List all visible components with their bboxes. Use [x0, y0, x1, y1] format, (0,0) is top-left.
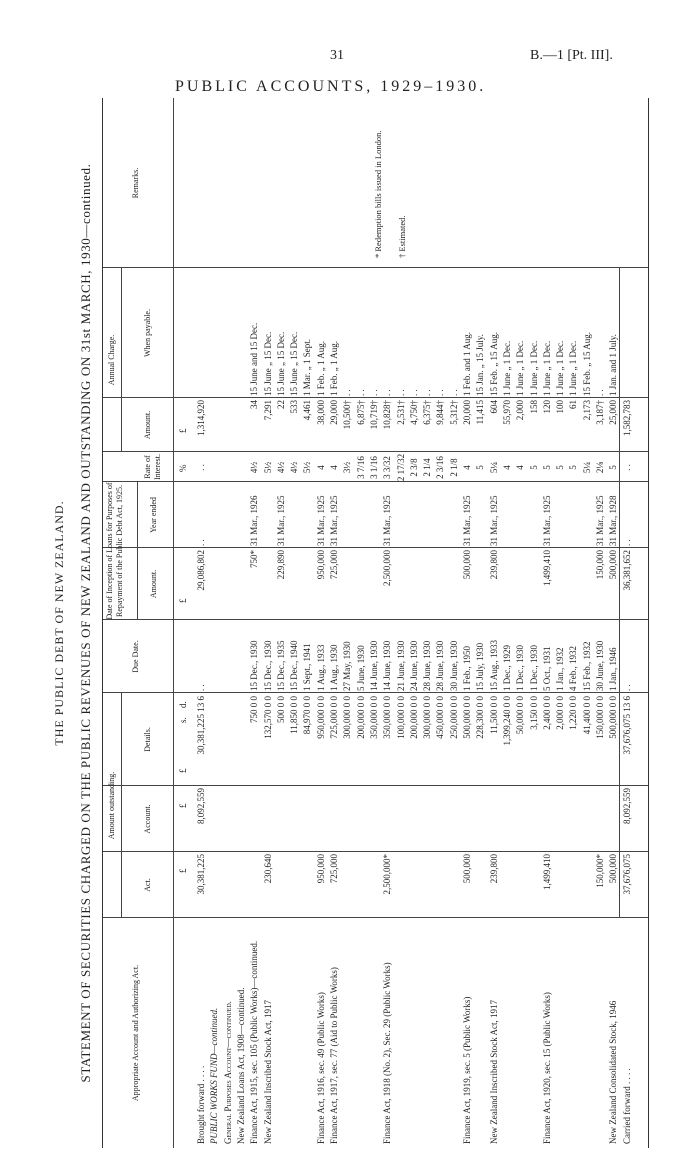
cell-inc-amount: 36,381,652 [621, 550, 632, 591]
table-row [461, 98, 473, 1148]
cell-due: 15 Dec., 1935 [275, 640, 286, 691]
cell-year: 31 Mar., 1925 [541, 495, 552, 546]
cell-annual: 158 [528, 400, 539, 414]
cell-when: . . [422, 389, 433, 396]
cell-due: 15 July, 1930 [475, 642, 486, 691]
cell-due: 21 June, 1930 [395, 640, 406, 691]
cell-annual: 10,828† [382, 400, 393, 430]
header-remarks: Remarks. [131, 167, 140, 199]
cell-annual: 6,875† [355, 400, 366, 425]
cell-rate: 5 [608, 465, 619, 470]
cell-account: Finance Act, 1915, sec. 105 (Public Works)—continued. [249, 940, 260, 1144]
cell-when: 15 Feb. „ 15 Aug. [581, 332, 592, 396]
table-row [235, 98, 247, 1148]
cell-details: 41,400 0 0 [581, 696, 592, 735]
cell-when: 15 June „ 15 Dec. [289, 331, 300, 396]
cell-when: . . [382, 389, 393, 396]
cell-rate: 4 [462, 465, 472, 470]
cell-inc-amount: 950,000 [315, 550, 326, 580]
cell-inc-amount: 1,499,410 [541, 550, 552, 586]
cell-act: 230,640 [262, 854, 273, 884]
cell-when: 15 June „ 15 Dec. [275, 331, 286, 396]
cell-annual: 2,173 [581, 400, 592, 421]
cell-rate: 5 [541, 465, 552, 470]
remark-2: † Estimated. [397, 215, 407, 258]
cell-details: 300,000 0 0 [422, 696, 433, 739]
header-act: Act. [143, 878, 152, 892]
cell-due: 1 Dec., 1930 [528, 645, 539, 691]
cell-annual: 55,970 [501, 400, 512, 425]
cell-act: 37,676,075 [621, 854, 632, 895]
cell-due: 1 Aug., 1933 [315, 644, 326, 691]
cell-when: 1 June „ 1 Dec. [555, 340, 566, 396]
table-row [301, 98, 313, 1148]
cell-annual: 22 [275, 400, 286, 409]
cell-account: General Purposes Account—continued. [222, 1001, 233, 1144]
cell-when: 1 Feb. and 1 Aug. [462, 332, 472, 396]
cell-year: 31 Mar., 1925 [382, 495, 393, 546]
remark-1: * Redemption bills issued in London. [373, 130, 383, 258]
cell-rate: 5 [475, 465, 486, 470]
cell-annual: 3,187† [595, 400, 605, 425]
unit-s: s. [178, 717, 188, 723]
cell-rate: 2 3/8 [408, 458, 419, 477]
cell-account: Finance Act, 1916, sec. 49 (Public Works) [315, 992, 326, 1144]
cell-rate: 4½ [249, 461, 260, 474]
header-annual: Annual Charge. [107, 334, 116, 386]
cell-annual: 100 [555, 400, 566, 414]
cell-due: 1 Jan., 1946 [608, 647, 619, 691]
unit-d: d. [178, 701, 188, 708]
cell-when: . . [448, 389, 459, 396]
cell-annual: 7,291 [262, 400, 273, 421]
cell-account: Finance Act, 1920, sec. 15 (Public Works) [541, 992, 552, 1144]
cell-acct: 8,092,559 [621, 788, 632, 824]
cell-annual: 4,750† [408, 400, 419, 425]
cell-when: . . [435, 389, 446, 396]
cell-rate: 2 17/32 [395, 453, 406, 482]
cell-annual: 61 [568, 400, 579, 409]
cell-inc-amount: 500,000 [608, 550, 619, 580]
cell-rate: 2 1/4 [422, 458, 433, 477]
cell-details: 950,000 0 0 [315, 696, 326, 739]
cell-details: 150,000 0 0 [595, 696, 605, 739]
cell-when: 15 Feb. „ 15 Aug. [488, 332, 499, 396]
total-rule [619, 268, 620, 918]
rotated-table-region [52, 98, 652, 1148]
table-row [381, 98, 393, 1148]
table-row [621, 98, 633, 1148]
cell-details: 132,570 0 0 [262, 696, 273, 739]
table-row [501, 98, 513, 1148]
cell-inc-amount: 29,086,802 [196, 550, 206, 591]
debt-table [102, 98, 649, 1148]
cell-rate: 5½ [302, 461, 313, 474]
cell-inc-amount: 500,000 [462, 550, 472, 580]
cell-annual: 11,415 [475, 400, 486, 425]
cell-annual: 604 [488, 400, 499, 414]
cell-annual: 25,000 [608, 400, 619, 425]
cell-due: 28 June, 1930 [422, 640, 433, 691]
table-row [554, 98, 566, 1148]
cell-due: 1 Dec., 1929 [501, 645, 512, 691]
cell-due: 15 Dec., 1930 [262, 640, 273, 691]
table-row [288, 98, 300, 1148]
header-due: Due Date. [131, 640, 140, 673]
cell-rate: 3½ [342, 461, 353, 474]
cell-details: 750 0 0 [249, 696, 260, 723]
cell-details: 500,000 0 0 [608, 696, 619, 739]
cell-details: 200,000 0 0 [355, 696, 366, 739]
cell-details: 250,000 0 0 [448, 696, 459, 739]
table-row [434, 98, 446, 1148]
cell-year: 31 Mar., 1928 [608, 495, 619, 546]
cell-rate: 3 3/32 [382, 456, 393, 479]
cell-annual: 20,000 [462, 400, 472, 425]
cell-when: 1 June „ 1 Dec. [501, 340, 512, 396]
cell-due: . . [621, 684, 632, 691]
header-inc-amount: Amount. [149, 569, 158, 599]
cell-due: 1 Dec., 1930 [515, 645, 526, 691]
cell-year: 31 Mar., 1925 [329, 495, 339, 546]
header-when: When payable. [143, 309, 152, 357]
cell-due: 15 Feb., 1932 [581, 641, 592, 691]
units-row [177, 98, 189, 1148]
cell-when: 1 June „ 1 Dec. [568, 340, 579, 396]
cell-details: 500 0 0 [275, 696, 286, 723]
cell-inc-amount: 150,000 [595, 550, 605, 580]
table-row [275, 98, 287, 1148]
cell-details: 11,850 0 0 [289, 696, 300, 734]
cell-when: 15 June „ 15 Dec. [262, 331, 273, 396]
cell-rate: 5 [528, 465, 539, 470]
cell-inc-amount: 239,800 [488, 550, 499, 580]
cell-when: . . [408, 389, 419, 396]
cell-act: 950,000 [315, 854, 326, 884]
cell-act: 725,000 [329, 854, 339, 884]
cell-when: . . [355, 389, 366, 396]
cell-account: Brought forward . . . . [196, 1065, 206, 1144]
cell-due: 14 June, 1930 [368, 640, 379, 691]
header-rule [137, 482, 138, 620]
cell-when: 1 June „ 1 Dec. [541, 340, 552, 396]
cell-rate: 5½ [262, 461, 273, 474]
cell-rate: 3 1/16 [368, 456, 379, 479]
header-acct: Account. [143, 804, 152, 834]
cell-annual: 38,000 [315, 400, 326, 425]
cell-annual: 2,000 [515, 400, 526, 421]
cell-details: 725,000 0 0 [329, 696, 339, 739]
cell-act: 30,381,225 [196, 854, 206, 895]
cell-rate: 4½ [289, 461, 300, 474]
unit-rate: % [178, 464, 188, 472]
header-inception: Date of Inception of Loans for Purposes of Repayment of the Public Debt Act, 1925. [105, 482, 124, 620]
cell-annual: 6,375† [422, 400, 433, 425]
cell-inc-amount: 725,000 [329, 550, 339, 580]
cell-annual: 1,582,783 [621, 400, 632, 436]
cell-rate: 5¼ [581, 461, 592, 474]
cell-account: New Zealand Inscribed Stock Act, 1917 [262, 1000, 273, 1144]
cell-year: . . [621, 539, 632, 546]
table-row [594, 98, 606, 1148]
cell-details: 500,000 0 0 [462, 696, 472, 739]
cell-when: 1 Feb. „ 1 Aug. [315, 341, 326, 396]
cell-details: 2,400 0 0 [541, 696, 552, 730]
cell-due: 28 June, 1930 [435, 640, 446, 691]
table-row [341, 98, 353, 1148]
cell-rate: 5 [568, 465, 579, 470]
cell-when: . . [595, 389, 605, 396]
cell-annual: 10,719† [368, 400, 379, 430]
table-subtitle: STATEMENT OF SECURITIES CHARGED ON THE PUBLIC REVENUES OF NEW ZEALAND AND OUTSTANDING ON 31st MARCH, 1930—continued. [78, 163, 93, 1083]
cell-act: 239,800 [488, 854, 499, 884]
table-row [421, 98, 433, 1148]
cell-details: 228,300 0 0 [475, 696, 486, 739]
table-row [581, 98, 593, 1148]
cell-due: 24 June, 1930 [408, 640, 419, 691]
table-row [567, 98, 579, 1148]
cell-due: 5 June, 1930 [355, 645, 366, 691]
header-ann-amount: Amount. [143, 410, 152, 440]
table-title: THE PUBLIC DEBT OF NEW ZEALAND. [52, 500, 66, 746]
cell-annual: 1,314,920 [196, 400, 206, 436]
cell-account: Finance Act, 1918 (No. 2), Sec. 29 (Public Works) [382, 962, 393, 1144]
cell-year: 31 Mar., 1925 [595, 495, 605, 546]
header-details: Details. [143, 727, 152, 752]
cell-rate: 4 [315, 465, 326, 470]
cell-due: 1 Feb., 1950 [462, 646, 472, 691]
cell-annual: 2,531† [395, 400, 406, 425]
cell-act: 150,000* [595, 854, 605, 888]
unit-inc: £ [178, 598, 188, 603]
cell-rate: 2 1/8 [448, 458, 459, 477]
cell-account: Carried forward . . . . [621, 1068, 632, 1144]
cell-due: 27 May, 1930 [342, 641, 353, 691]
cell-when: 15 June and 15 Dec. [249, 322, 260, 396]
table-row [395, 98, 407, 1148]
cell-act: 500,000 [462, 854, 472, 884]
cell-details: 11,500 0 0 [488, 696, 499, 734]
cell-act: 500,000 [608, 854, 619, 884]
table-row [248, 98, 260, 1148]
unit-account: £ [178, 803, 188, 808]
cell-when: 1 Jan. and 1 July. [608, 334, 619, 396]
header-rule [173, 98, 174, 1148]
table-row [474, 98, 486, 1148]
cell-details: 450,000 0 0 [435, 696, 446, 739]
cell-year: 31 Mar., 1926 [249, 495, 260, 546]
table-row [607, 98, 619, 1148]
header-rate: Rate of Interest. [143, 454, 162, 480]
cell-details: 1,220 0 0 [568, 696, 579, 730]
header-outstanding: Amount outstanding. [107, 771, 116, 840]
cell-due: 4 Feb., 1932 [568, 646, 579, 691]
table-row [488, 98, 500, 1148]
cell-account: PUBLIC WORKS FUND—continued. [209, 1007, 220, 1144]
cell-details: 3,150 0 0 [528, 696, 539, 730]
cell-rate: 4 [515, 465, 526, 470]
cell-due: 15 Dec., 1940 [289, 640, 300, 691]
cell-account: New Zealand Loans Act, 1908—continued. [235, 987, 246, 1144]
cell-details: 350,000 0 0 [368, 696, 379, 739]
cell-rate: 2⅛ [595, 461, 605, 474]
cell-account: Finance Act, 1919, sec. 5 (Public Works) [462, 996, 472, 1144]
cell-when: . . [395, 389, 406, 396]
cell-details: 2,000 0 0 [555, 696, 566, 730]
header-account: Appropriate Account and Authorizing Act. [131, 964, 140, 1102]
cell-year: . . [196, 539, 206, 546]
cell-account: New Zealand Inscribed Stock Act, 1917 [488, 1000, 499, 1144]
cell-rate: 4 [501, 465, 512, 470]
table-row [315, 98, 327, 1148]
cell-due: 1 Aug., 1930 [329, 644, 339, 691]
table-row [355, 98, 367, 1148]
cell-due: 15 Aug., 1933 [488, 639, 499, 691]
cell-rate: 3 7/16 [355, 456, 366, 479]
cell-rate: 5 [555, 465, 566, 470]
cell-annual: 4,461 [302, 400, 313, 421]
cell-when: . . [342, 389, 353, 396]
cell-account: New Zealand Consolidated Stock, 1946 [608, 1000, 619, 1144]
cell-account: Finance Act, 1917, sec. 77 (Aid to Public Works) [329, 967, 339, 1144]
cell-due: 30 June, 1930 [448, 640, 459, 691]
cell-due: 15 Dec., 1930 [249, 640, 260, 691]
table-row [408, 98, 420, 1148]
table-row [514, 98, 526, 1148]
cell-details: 1,399,240 0 0 [501, 696, 512, 746]
cell-details: 50,000 0 0 [515, 696, 526, 735]
cell-rate: . . [621, 464, 632, 471]
table-row [328, 98, 340, 1148]
cell-annual: 533 [289, 400, 300, 414]
page-title: PUBLIC ACCOUNTS, 1929–1930. [175, 78, 487, 95]
cell-when: . . [368, 389, 379, 396]
cell-details: 30,381,225 13 6 [196, 696, 206, 755]
table-row [448, 98, 460, 1148]
table-row [541, 98, 553, 1148]
cell-details: 100,000 0 0 [395, 696, 406, 739]
unit-act: £ [178, 868, 188, 873]
table-row [208, 98, 220, 1148]
header-year-ended: Year ended [149, 497, 158, 533]
cell-details: 200,000 0 0 [408, 696, 419, 739]
table-row [222, 98, 234, 1148]
cell-due: . . [196, 684, 206, 691]
unit-details: £ [178, 768, 188, 773]
cell-acct: 8,092,559 [196, 788, 206, 824]
cell-year: 31 Mar., 1925 [275, 495, 286, 546]
cell-rate: 4½ [275, 461, 286, 474]
cell-due: 5 Oct., 1931 [541, 646, 552, 691]
cell-year: 31 Mar., 1925 [315, 495, 326, 546]
table-row [368, 98, 380, 1148]
table-row [528, 98, 540, 1148]
cell-due: 1 Sept., 1941 [302, 643, 313, 691]
cell-act: 1,499,410 [541, 854, 552, 890]
cell-inc-amount: 750* [249, 550, 260, 568]
cell-details: 84,970 0 0 [302, 696, 313, 735]
cell-year: 31 Mar., 1925 [462, 495, 472, 546]
page-number: 31 [330, 48, 344, 63]
cell-details: 37,676,075 13 6 [621, 696, 632, 755]
header-rule [121, 693, 122, 918]
cell-details: 300,000 0 0 [342, 696, 353, 739]
cell-annual: 10,500† [342, 400, 353, 430]
cell-rate: 4 [329, 465, 339, 470]
cell-when: 1 Feb. „ 1 Aug. [329, 341, 339, 396]
cell-inc-amount: 2,500,000 [382, 550, 393, 586]
document-reference: B.—1 [Pt. III]. [530, 48, 613, 63]
header-rule [121, 268, 122, 452]
unit-annual: £ [178, 428, 188, 433]
cell-annual: 120 [541, 400, 552, 414]
cell-rate: . . [196, 464, 206, 471]
cell-rate: 5¼ [488, 461, 499, 474]
cell-due: 14 June, 1930 [382, 640, 393, 691]
cell-year: 31 Mar., 1925 [488, 495, 499, 546]
cell-when: 1 June „ 1 Dec. [515, 340, 526, 396]
cell-rate: 2 3/16 [435, 456, 446, 479]
cell-annual: 5,312† [448, 400, 459, 425]
cell-inc-amount: 229,890 [275, 550, 286, 580]
table-row [262, 98, 274, 1148]
cell-details: 350,000 0 0 [382, 696, 393, 739]
cell-annual: 29,000 [329, 400, 339, 425]
cell-act: 2,500,000* [382, 854, 393, 895]
cell-when: 15 Jan. „ 15 July. [475, 334, 486, 396]
table-row [195, 98, 207, 1148]
cell-due: 1 Jan., 1932 [555, 647, 566, 691]
cell-when: 1 June „ 1 Dec. [528, 340, 539, 396]
cell-due: 30 June, 1930 [595, 640, 605, 691]
cell-annual: 34 [249, 400, 260, 409]
cell-annual: 9,844† [435, 400, 446, 425]
cell-when: 1 Mar. „ 1 Sept. [302, 339, 313, 396]
